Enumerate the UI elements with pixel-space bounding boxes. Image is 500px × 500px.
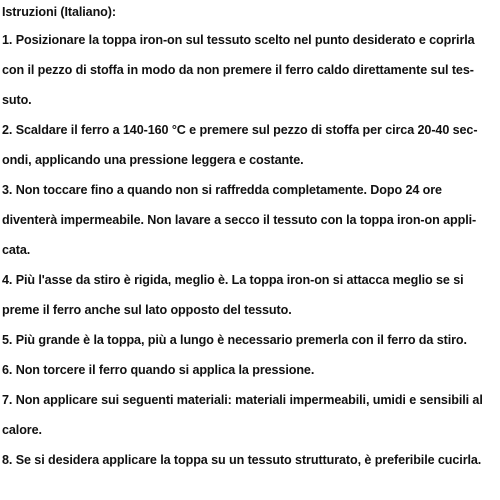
instruction-line: 6. Non torcere il ferro quando si applica la pressione. [2, 363, 315, 377]
instruction-line: ondi, applicando una pressione leggera e costante. [2, 153, 304, 167]
instruction-line: 3. Non toccare fino a quando non si raffredda completamente. Dopo 24 ore [2, 183, 442, 197]
instruction-line: 1. Posizionare la toppa iron-on sul tessuto scelto nel punto desiderato e coprirla [2, 33, 475, 47]
instruction-line: 2. Scaldare il ferro a 140-160 °C e premere sul pezzo di stoffa per circa 20-40 sec- [2, 123, 478, 137]
instruction-line: 4. Più l'asse da stiro è rigida, meglio è. La toppa iron-on si attacca meglio se si [2, 273, 464, 287]
instruction-line: diventerà impermeabile. Non lavare a secco il tessuto con la toppa iron-on appli- [2, 213, 477, 227]
instruction-line: 8. Se si desidera applicare la toppa su un tessuto strutturato, è preferibile cucirla. [2, 453, 482, 467]
instructions-heading: Istruzioni (Italiano): [2, 5, 116, 19]
instruction-line: calore. [2, 423, 42, 437]
instruction-line: suto. [2, 93, 32, 107]
instruction-line: con il pezzo di stoffa in modo da non premere il ferro caldo direttamente sul tes- [2, 63, 474, 77]
instruction-line: preme il ferro anche sul lato opposto del tessuto. [2, 303, 292, 317]
instruction-line: 5. Più grande è la toppa, più a lungo è necessario premerla con il ferro da stiro. [2, 333, 467, 347]
instruction-line: cata. [2, 243, 31, 257]
instruction-line: 7. Non applicare sui seguenti materiali: materiali impermeabili, umidi e sensibili al [2, 393, 483, 407]
